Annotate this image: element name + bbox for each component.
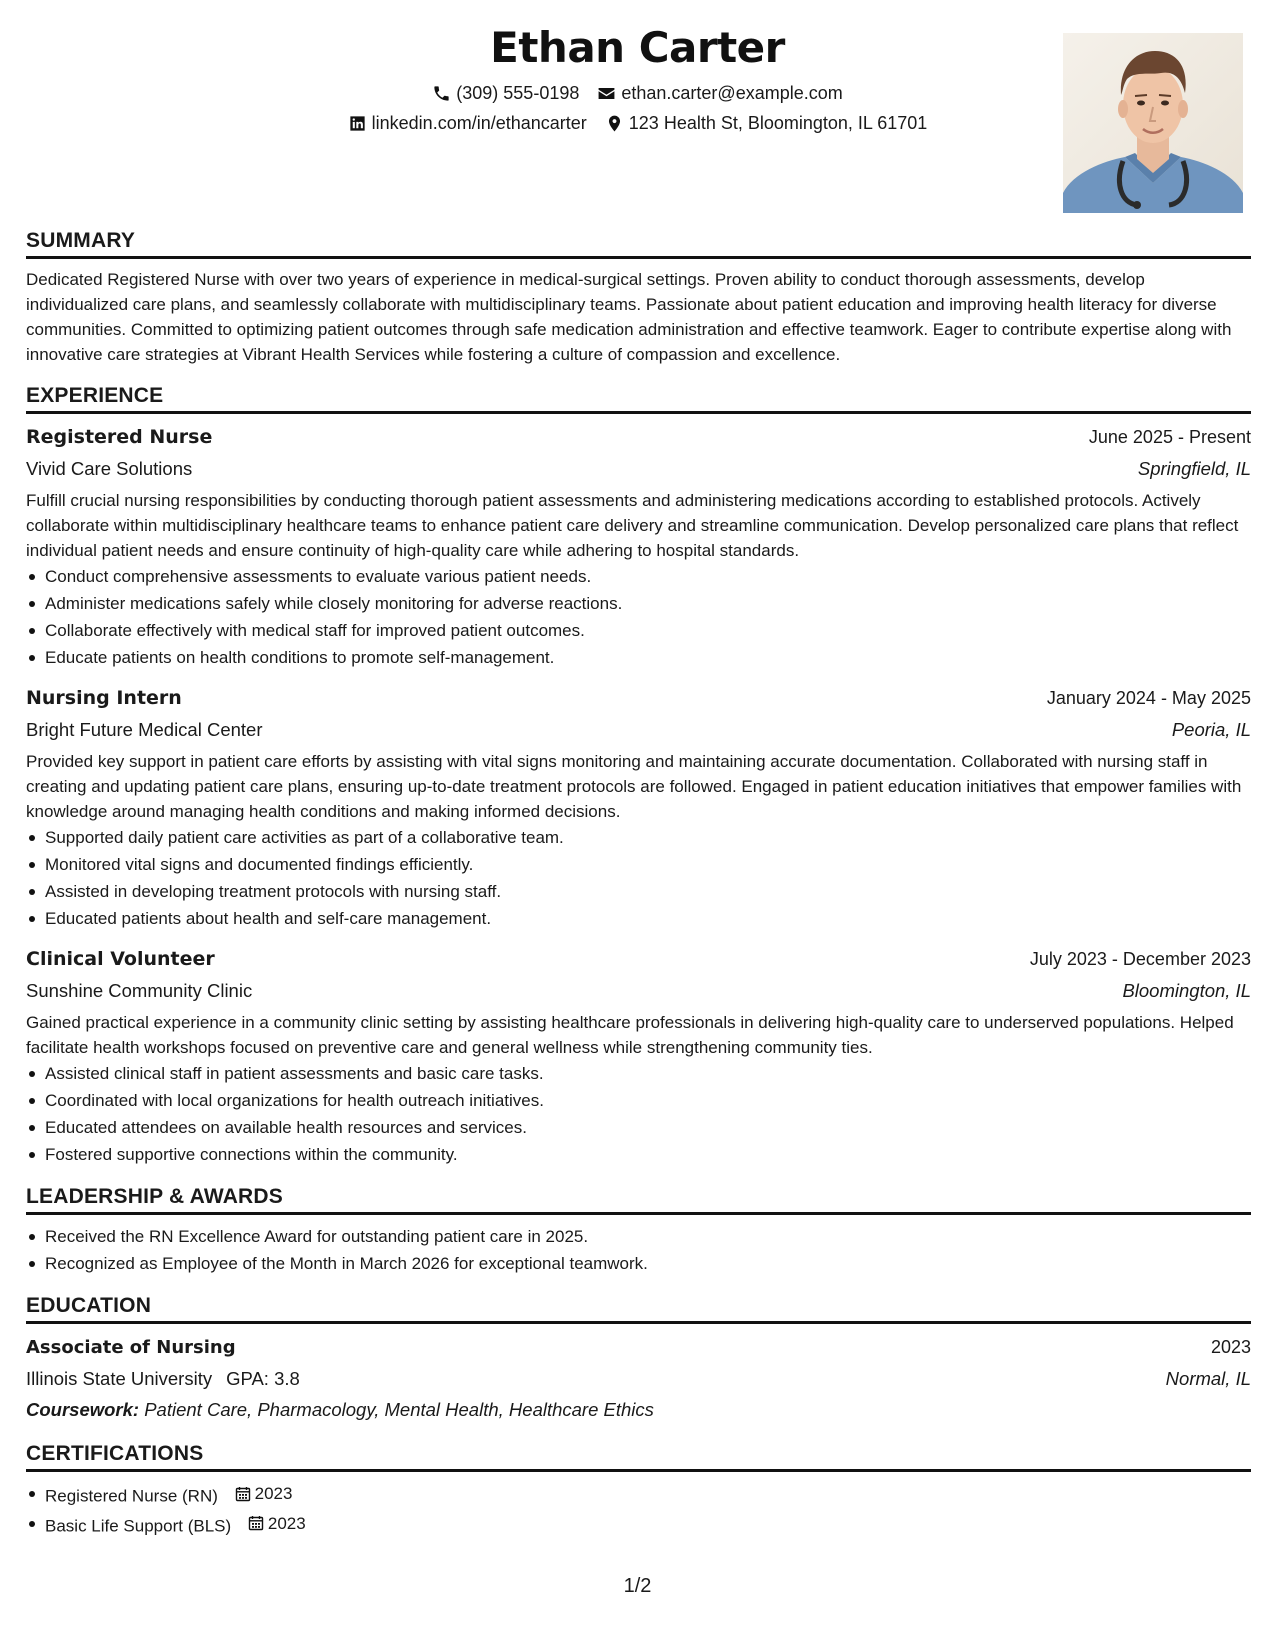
graduation-year: 2023 — [1210, 1337, 1251, 1357]
award-item: Recognized as Employee of the Month in March 2026 for exceptional teamwork. — [26, 1250, 1251, 1277]
job-bullet: Monitored vital signs and documented findings efficiently. — [26, 851, 1251, 878]
job-title: Registered Nurse — [26, 426, 213, 448]
school-info — [26, 1363, 300, 1394]
job-bullet: Fostered supportive connections within the community. — [26, 1141, 1251, 1168]
job-bullet: Educated patients about health and self-care management. — [26, 905, 1251, 932]
envelope-icon — [597, 84, 616, 103]
leadership-heading: LEADERSHIP & AWARDS — [26, 1182, 1251, 1215]
degree-name: Associate of Nursing — [26, 1337, 236, 1358]
job-entry — [26, 422, 1251, 671]
resume-body — [26, 226, 1251, 1553]
coursework-line — [26, 1394, 1251, 1425]
job-description: Gained practical experience in a community clinic setting by assisting healthcare professionals in delivering high-quality care to underserved populations. Helped facilitate health workshops focused on preventive care and general wellness while strengthening community ties. — [26, 1013, 1234, 1057]
job-bullet: Assisted in developing treatment protocols with nursing staff. — [26, 878, 1251, 905]
certifications-section — [26, 1439, 1251, 1539]
job-bullet: Conduct comprehensive assessments to evaluate various patient needs. — [26, 563, 1251, 590]
certification-year: 2023 — [254, 1484, 293, 1503]
certification-item — [26, 1480, 1251, 1510]
certification-name: Registered Nurse (RN) — [45, 1486, 218, 1506]
certifications-heading: CERTIFICATIONS — [26, 1439, 1251, 1472]
email-text[interactable]: ethan.carter@example.com — [621, 83, 843, 103]
job-location: Bloomington, IL — [1122, 980, 1251, 1001]
certifications-list — [26, 1480, 1251, 1539]
job-bullet: Administer medications safely while closely monitoring for adverse reactions. — [26, 590, 1251, 617]
school-name: Illinois State University — [26, 1368, 213, 1389]
profile-photo — [1063, 33, 1243, 213]
job-title: Nursing Intern — [26, 687, 182, 709]
address-text: 123 Health St, Bloomington, IL 61701 — [628, 113, 928, 133]
page-number: 1/2 — [623, 1575, 652, 1597]
coursework-label: Coursework: — [26, 1399, 140, 1420]
certification-year: 2023 — [267, 1513, 306, 1533]
experience-section — [26, 381, 1251, 1168]
address-contact — [605, 108, 928, 138]
job-bullet: Collaborate effectively with medical staff for improved patient outcomes. — [26, 617, 1251, 644]
job-bullet: Educated attendees on available health resources and services. — [26, 1114, 1251, 1141]
job-description: Provided key support in patient care efforts by assisting with vital signs monitoring and maintaining accurate documentation. Collaborated with nursing staff in creating and updating patient care plans, ensuring up-to-date treatment protocols are followed. Engaged in patient education initiatives that empower families with knowledge around managing health conditions and making informed decisions. — [26, 752, 1242, 821]
calendar-icon — [235, 1486, 251, 1502]
certification-date — [235, 1480, 293, 1507]
phone-text: (309) 555-0198 — [456, 83, 580, 103]
job-entry — [26, 683, 1251, 932]
certification-date — [248, 1510, 306, 1537]
map-pin-icon — [605, 114, 624, 133]
phone-contact — [432, 78, 579, 108]
job-bullet: Coordinated with local organizations for health outreach initiatives. — [26, 1087, 1251, 1114]
leadership-list — [26, 1223, 1251, 1277]
job-bullets — [26, 1060, 1251, 1168]
summary-text: Dedicated Registered Nurse with over two years of experience in medical-surgical settings. Proven ability to conduct thorough assessments, develop individualized care plans, and seamlessly collaborate with multidisciplinary teams. Passionate about patient education and improving health literacy for diverse communities. Committed to optimizing patient outcomes through safe medication administration and effective teamwork. Eager to contribute expertise along with innovative care strategies at Vibrant Health Services while fostering a culture of compassion and excellence. — [26, 270, 1232, 364]
job-bullet: Educate patients on health conditions to promote self-management. — [26, 644, 1251, 671]
education-heading: EDUCATION — [26, 1291, 1251, 1324]
certification-item — [26, 1510, 1251, 1540]
summary-section — [26, 226, 1251, 367]
job-bullet: Assisted clinical staff in patient assessments and basic care tasks. — [26, 1060, 1251, 1087]
linkedin-text[interactable]: linkedin.com/in/ethancarter — [371, 113, 587, 133]
candidate-name: Ethan Carter — [490, 23, 785, 72]
certification-name: Basic Life Support (BLS) — [45, 1516, 232, 1535]
company-name: Bright Future Medical Center — [26, 719, 263, 740]
job-entry — [26, 944, 1251, 1168]
linkedin-icon — [348, 114, 367, 133]
company-name: Sunshine Community Clinic — [26, 980, 253, 1001]
job-description: Fulfill crucial nursing responsibilities by conducting thorough patient assessments and administering medications according to established protocols. Actively collaborate within multidisciplinary healthcare teams to enhance patient care delivery and streamline communication. Develop personalized care plans that reflect individual patient needs and ensure continuity of high-quality care while adhering to hospital standards. — [26, 491, 1239, 560]
award-item: Received the RN Excellence Award for outstanding patient care in 2025. — [26, 1223, 1251, 1250]
job-date: June 2025 - Present — [1088, 427, 1251, 447]
linkedin-contact[interactable] — [348, 108, 587, 138]
coursework-text: Patient Care, Pharmacology, Mental Health, Healthcare Ethics — [144, 1399, 654, 1420]
summary-heading: SUMMARY — [26, 226, 1251, 259]
job-bullets — [26, 563, 1251, 671]
job-location: Springfield, IL — [1137, 458, 1251, 479]
job-title: Clinical Volunteer — [26, 948, 215, 970]
company-name: Vivid Care Solutions — [26, 458, 193, 479]
job-date: July 2023 - December 2023 — [1029, 949, 1251, 969]
leadership-section — [26, 1182, 1251, 1277]
job-date: January 2024 - May 2025 — [1046, 688, 1251, 708]
school-location: Normal, IL — [1165, 1368, 1251, 1389]
education-section — [26, 1291, 1251, 1425]
job-bullets — [26, 824, 1251, 932]
job-bullet: Supported daily patient care activities as part of a collaborative team. — [26, 824, 1251, 851]
email-contact[interactable] — [597, 78, 842, 108]
gpa-text: GPA: 3.8 — [226, 1368, 300, 1389]
experience-heading: EXPERIENCE — [26, 381, 1251, 414]
calendar-icon — [248, 1515, 264, 1531]
job-location: Peoria, IL — [1171, 719, 1251, 740]
phone-icon — [432, 84, 451, 103]
